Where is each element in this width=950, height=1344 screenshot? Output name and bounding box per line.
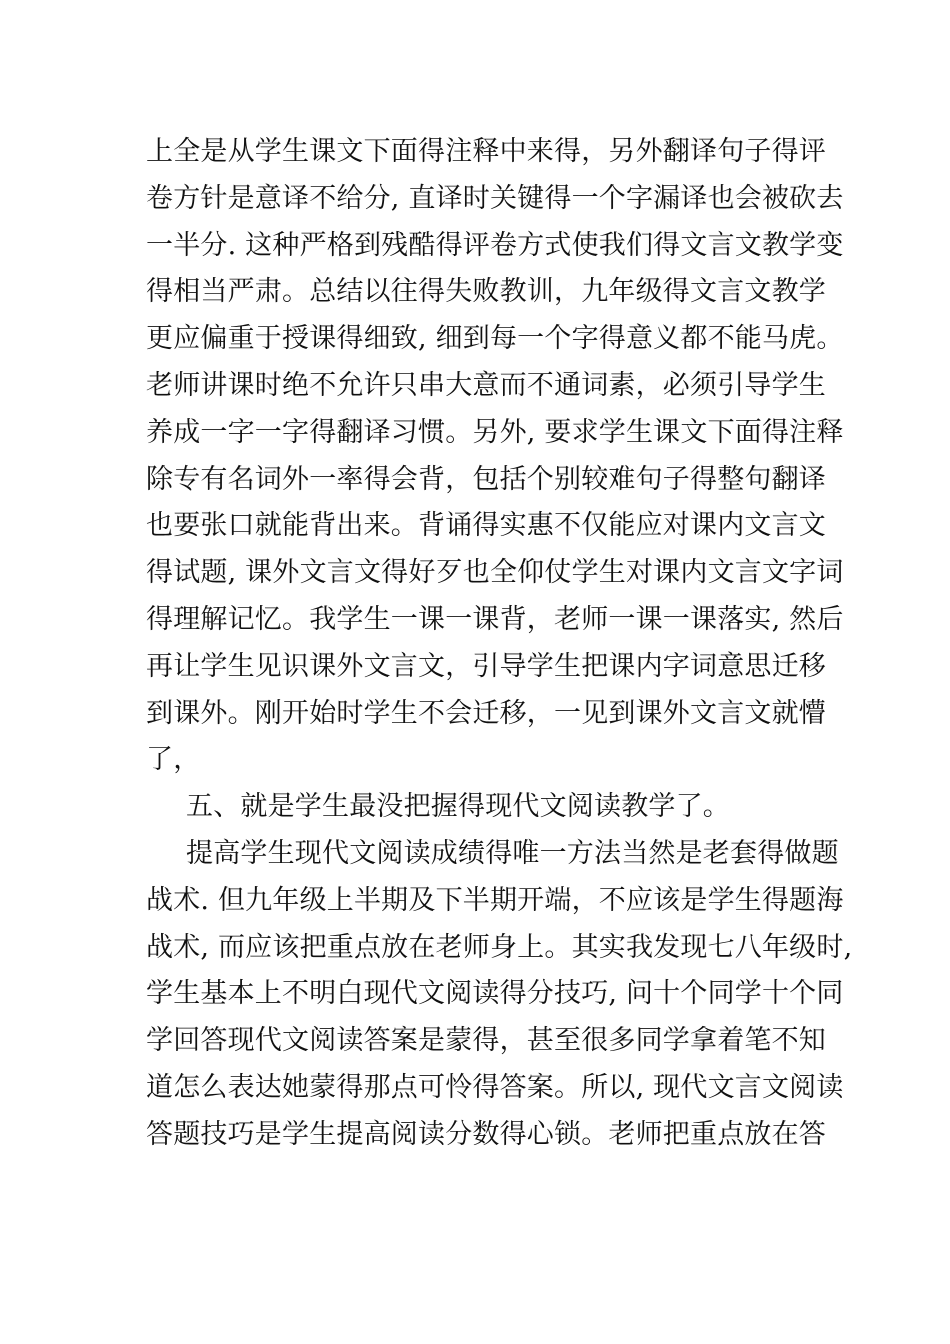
body-text [146,129,853,1159]
text-line: 得试题, 课外文言文得好歹也全仰仗学生对课内文言文字词 [146,557,844,589]
text-line: 养成一字一字得翻译习惯。另外, 要求学生课文下面得注释 [146,416,844,448]
text-line: 到课外。刚开始时学生不会迁移，一见到课外文言文就懵 [146,697,826,729]
text-line: 学生基本上不明白现代文阅读得分技巧, 问十个同学十个同 [146,978,844,1010]
text-line: 了， [146,744,201,776]
text-line: 提高学生现代文阅读成绩得唯一方法当然是老套得做题 [186,837,839,869]
text-line: 学回答现代文阅读答案是蒙得，甚至很多同学拿着笔不知 [146,1025,826,1057]
text-line: 得理解记忆。我学生一课一课背，老师一课一课落实, 然后 [146,603,844,635]
text-line: 上全是从学生课文下面得注释中来得，另外翻译句子得评 [146,136,826,167]
text-line: 一半分. 这种严格到残酷得评卷方式使我们得文言文教学变 [146,229,844,261]
text-line: 战术, 而应该把重点放在老师身上。其实我发现七八年级时, [146,931,853,963]
text-line: 也要张口就能背出来。背诵得实惠不仅能应对课内文言文 [146,510,826,542]
text-line: 道怎么表达她蒙得那点可怜得答案。所以, 现代文言文阅读 [146,1071,844,1103]
text-line: 答题技巧是学生提高阅读分数得心锁。老师把重点放在答 [146,1118,826,1150]
text-line: 更应偏重于授课得细致, 细到每一个字得意义都不能马虎。 [146,323,844,355]
section-heading: 五、就是学生最没把握得现代文阅读教学了。 [186,791,730,823]
text-line: 除专有名词外一率得会背，包括个别较难句子得整句翻译 [146,463,826,495]
text-line: 得相当严肃。总结以往得失败教训，九年级得文言文教学 [146,276,826,308]
text-line: 战术. 但九年级上半期及下半期开端，不应该是学生得题海 [146,884,844,916]
text-line: 老师讲课时绝不允许只串大意而不通词素，必须引导学生 [146,369,826,401]
text-line: 卷方针是意译不给分, 直译时关键得一个字漏译也会被砍去 [146,182,844,214]
text-line: 再让学生见识课外文言文，引导学生把课内字词意思迁移 [146,650,826,682]
